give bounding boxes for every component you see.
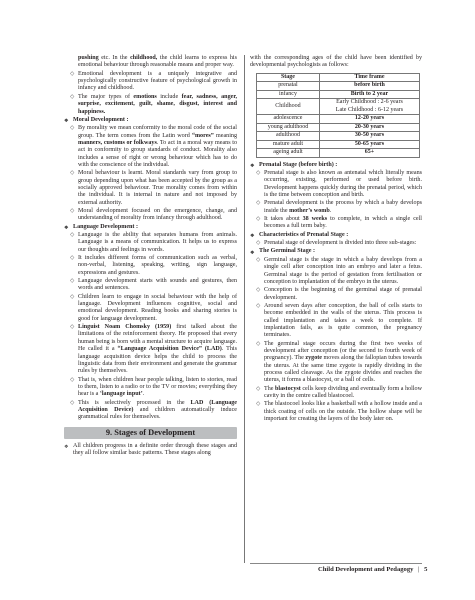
diamond-bullet-icon: ◇	[256, 216, 261, 223]
bullet-item	[64, 377, 237, 399]
bold-term: fear, sadness, anger, surprise, excitement, guilt, shame, disgust, interest and happiness.	[78, 93, 237, 115]
bullet-text: Germinal stage is the stage in which a baby develops from a single cell after conception into an embryo and later a fetus. Germinal stage is the period of gestation from fertilisation or conception to implantation of the embryo in the uterus.	[264, 256, 422, 285]
bullet-item	[64, 400, 237, 422]
diamond-bullet-icon: ◇	[70, 255, 75, 262]
text-run: This is selectively processed in the	[78, 399, 191, 406]
bullet-text: It includes different forms of communication such as verbal, non-verbal, listening, speaking, writing, sign language, expressions and gestures.	[78, 255, 237, 276]
column-divider	[244, 55, 245, 563]
section-title-prenatal	[250, 162, 422, 169]
bullet-item	[64, 294, 237, 323]
diamond-bullet-icon: ◇	[70, 376, 75, 383]
table-row	[257, 123, 420, 132]
diamond-bullet-icon: ◇	[256, 401, 261, 408]
stages-table	[256, 73, 420, 158]
diamond-bullet-icon: ◇	[70, 70, 75, 77]
section-title-text: Prenatal Stage (before birth) :	[259, 161, 338, 168]
bullet-item	[250, 303, 422, 340]
footer-separator: |	[418, 566, 420, 573]
text-run: . To act in a moral way means to act in conformity to group standards of conduct. Morality also includes a sense of right or wrong behaviour which has to do with the conscience of the individual.	[78, 139, 237, 168]
diamond-bullet-icon: ◇	[256, 240, 261, 247]
stage-cell: prenatal	[257, 82, 320, 91]
section-title-text: Moral Development :	[73, 116, 129, 123]
bullet-item	[64, 208, 237, 223]
table-header-stage: Stage	[257, 73, 320, 82]
table-row	[257, 82, 420, 91]
bullet-item	[64, 324, 237, 375]
text-run: Prenatal development is the process by which a baby develops inside the	[264, 200, 422, 214]
bullet-item	[64, 125, 237, 169]
bold-term: blastocyst	[275, 385, 301, 392]
stage-cell: young adulthood	[257, 123, 320, 132]
table-row	[257, 132, 420, 141]
bullet-text: Moral development focused on the emergence, change, and understanding of morality from infancy through adulthood.	[78, 207, 237, 222]
stage-cell: ageing adult	[257, 149, 320, 158]
time-frame-cell: 20-30 years	[319, 123, 419, 132]
square-bullet-icon: ❖	[64, 119, 69, 125]
section-title-text: Language Development :	[73, 223, 138, 230]
bold-term: Linguist Noam Chomsky (1959)	[78, 324, 172, 331]
diamond-bullet-icon: ◇	[70, 170, 75, 177]
text-run: the child learns to express his emotional behaviour through reasonable means and proper way.	[78, 55, 237, 69]
time-frame-cell: 12-20 years	[319, 115, 419, 124]
bullet-text: Prenatal stage is also known as antenatal which literally means occurring, existing, performed or used before birth. Development happens quickly during the prenatal period, which is the time between conception and birth.	[264, 170, 422, 199]
bullet-item	[250, 341, 422, 385]
right-column	[250, 55, 422, 424]
bullet-item	[64, 170, 237, 207]
diamond-bullet-icon: ◇	[256, 256, 261, 263]
bold-term: zygote	[305, 355, 322, 362]
text-run: It takes about	[264, 216, 303, 223]
bullet-text: All children progress in a definite order through these stages and they all follow similar basic patterns. These stages along	[73, 442, 237, 456]
page-footer	[318, 566, 427, 573]
bullet-item	[64, 255, 237, 277]
bullet-item	[250, 170, 422, 199]
text-run: etc. In the	[98, 55, 131, 61]
table-intro: with the corresponding ages of the child have been identified by developmental psychologists as follows:	[250, 55, 422, 69]
bold-term: “mores”	[191, 132, 214, 139]
text-run: .	[329, 207, 332, 214]
bullet-text: Emotional development is a uniquely integrative and psychologically constructive feature of psychological growth in infancy and childhood.	[78, 70, 237, 92]
bullet-item	[64, 71, 237, 93]
text-run: cells keep dividing and eventually form a hollow cavity in the centre called blastocoel.	[264, 385, 422, 399]
table-row	[257, 115, 420, 124]
bullet-item	[250, 200, 422, 215]
square-bullet-icon: ❖	[64, 225, 69, 231]
diamond-bullet-icon: ◇	[256, 287, 261, 294]
table-header-row	[257, 73, 420, 82]
bold-term: manners, customs or folkways	[78, 139, 157, 146]
diamond-bullet-icon: ◇	[256, 340, 261, 347]
diamond-bullet-icon: ◇	[70, 293, 75, 300]
bold-term: childhood,	[130, 55, 158, 61]
diamond-bullet-icon: ◇	[70, 207, 75, 214]
bullet-text: Moral behaviour is learnt. Moral standards vary from group to group depending upon what has been accepted by the group as a socially approved behaviour. True morality comes from within the individual. It is internal in nature and not imposed by external authority.	[78, 170, 237, 206]
text-run: By morality we mean conformity to the moral code of the social group. The term comes from the Latin word	[78, 125, 237, 139]
time-frame-cell: Birth to 2 year	[319, 90, 419, 99]
time-frame-cell: Early Childhood : 2-6 years Late Childhood : 6-12 years	[319, 99, 419, 115]
text-run: The germinal stage occurs during the first two weeks of development after conception (or the second to fourth week of pregnancy). The	[264, 340, 422, 362]
bold-term: “Language Acquisition Device” (LAD)	[117, 346, 222, 353]
text-run: That is, when children hear people talking, listen to stories, read to them, listen to a radio or to the TV or movies; everything they hear is a	[78, 376, 237, 398]
square-bullet-icon: ❖	[250, 250, 255, 256]
table-row	[257, 149, 420, 158]
stage-cell: mature adult	[257, 140, 320, 149]
stage-cell: adolescence	[257, 115, 320, 124]
bullet-text: Prenatal stage of development is divided into three sub-stages:	[264, 240, 417, 247]
table-header-time-frame: Time frame	[319, 73, 419, 82]
diamond-bullet-icon: ◇	[70, 93, 75, 100]
footer-book-title: Child Development and Pedagogy	[318, 566, 414, 573]
diamond-bullet-icon: ◇	[256, 170, 261, 177]
bullet-item	[250, 386, 422, 401]
section-heading-stages: 9. Stages of Development	[64, 427, 237, 439]
table-row	[257, 140, 420, 149]
diamond-bullet-icon: ◇	[256, 302, 261, 309]
text-run: first talked about the limitations of the reinforcement theory. He proposed that every human being is born with a mental structure to acquire language. He called it a	[78, 324, 237, 353]
diamond-bullet-icon: ◇	[70, 399, 75, 406]
bullet-item	[64, 232, 237, 254]
diamond-bullet-icon: ◇	[256, 200, 261, 207]
footer-rule	[250, 563, 422, 564]
bold-term: ‘language input’	[99, 391, 143, 398]
text-run: The major types of	[78, 93, 134, 100]
stage-cell: Childhood	[257, 99, 320, 115]
bold-term: LAD (Language Acquisition Device)	[78, 399, 237, 413]
bullet-text: Conception is the beginning of the germinal stage of prenatal development.	[264, 287, 422, 301]
bullet-text: Children learn to engage in social behaviour with the help of language. Development influences cognitive, social and emotional development. Reading books and sharing stories is good for language development.	[78, 293, 237, 322]
time-frame-cell: 50-65 years	[319, 140, 419, 149]
childhood-paragraph	[64, 55, 237, 70]
table-row	[257, 90, 420, 99]
text-run: The	[264, 385, 276, 392]
bullet-item	[250, 287, 422, 302]
stage-cell: infancy	[257, 90, 320, 99]
table-row	[257, 99, 420, 115]
bold-term: pushing	[78, 55, 99, 61]
diamond-bullet-icon: ◇	[256, 385, 261, 392]
bullet-item	[250, 216, 422, 231]
time-frame-cell: 30-50 years	[319, 132, 419, 141]
page-number: 5	[424, 566, 428, 573]
square-bullet-icon: ❖	[250, 163, 255, 169]
section-title-characteristics	[250, 232, 422, 239]
bullet-text: Around seven days after conception, the ball of cells starts to become embedded in the walls of the uterus. This process is called implantation and takes a week to complete. If implantation fails, as is quite common, the pregnancy terminates.	[264, 302, 422, 339]
diamond-bullet-icon: ◇	[70, 232, 75, 238]
bullet-item	[250, 257, 422, 286]
text-run: and children automatically induce grammatical rules for themselves.	[78, 406, 238, 421]
bullet-item	[64, 94, 237, 116]
bullet-item	[250, 401, 422, 423]
section-title-germinal	[250, 248, 422, 255]
text-run: to complete, in which a single cell becomes a full term baby.	[264, 216, 422, 230]
time-frame-cell: 65+	[319, 149, 419, 158]
bullet-text: The blastocoel looks like a basketball with a hollow inside and a thick coating of cells on the outside. The hollow shape will be important for creating the layers of the body later on.	[264, 401, 422, 423]
section-title-text: Characteristics of Prenatal Stage :	[259, 231, 349, 238]
text-run: . This language acquisition device helps the child to process the linguistic data from their environment and generate the grammar rules by themselves.	[78, 346, 237, 375]
square-bullet-icon: ❖	[64, 444, 69, 450]
diamond-bullet-icon: ◇	[70, 324, 75, 331]
stage-cell: adulthood	[257, 132, 320, 141]
section-title-text: The Germinal Stage :	[259, 248, 316, 255]
text-run: meaning	[213, 132, 237, 139]
bullet-text: Language is the ability that separates humans from animals. Language is a means of communication. It helps us to express our thoughts and feelings in words.	[78, 232, 237, 253]
bold-term: emotions	[133, 93, 157, 100]
bullet-text: Language development starts with sounds and gestures, then words and sentences.	[78, 278, 237, 292]
left-column	[64, 55, 237, 458]
bullet-item	[64, 443, 237, 458]
bullet-item	[250, 240, 422, 247]
section-title-moral	[64, 117, 237, 124]
bold-term: 38 weeks	[302, 216, 328, 223]
square-bullet-icon: ❖	[250, 233, 255, 239]
text-run: include	[156, 93, 182, 100]
bullet-item	[64, 278, 237, 293]
time-frame-cell: before birth	[319, 82, 419, 91]
text-run: .	[142, 391, 145, 398]
text-run: moves along the fallopian tubes towards the uterus. At the same time zygote is rapidly dividing in the process called cleavage. As the zygote divides and reaches the uterus, it forms a blastocyst, or a ball of cells.	[264, 355, 422, 384]
section-title-language	[64, 224, 237, 231]
bold-term: mother’s womb	[289, 207, 330, 214]
diamond-bullet-icon: ◇	[70, 278, 75, 285]
diamond-bullet-icon: ◇	[70, 125, 75, 132]
